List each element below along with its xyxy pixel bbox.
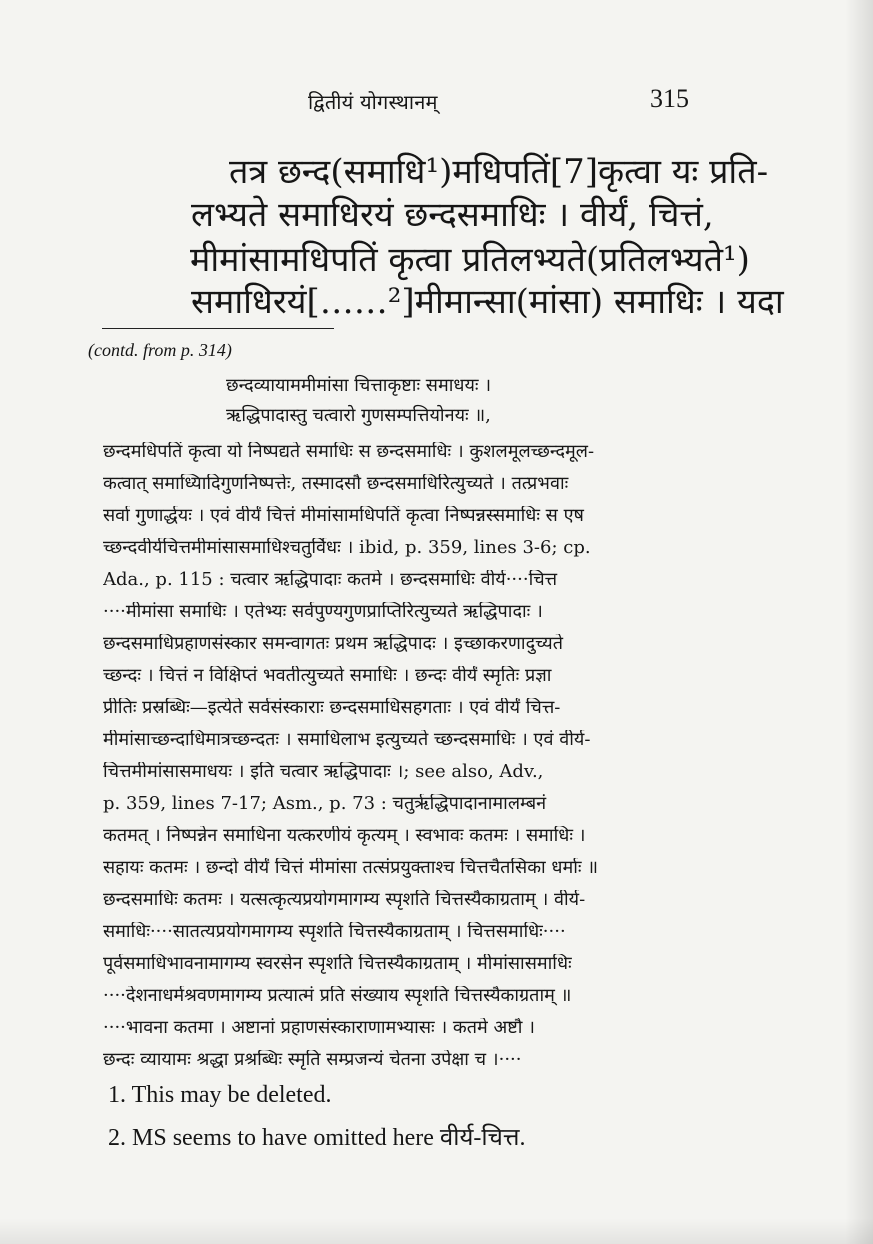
continued-note: (contd. from p. 314) [88,340,232,360]
page-edge-shadow [845,0,873,1244]
footnote-line: पूर्वसमाधिभावनामागम्य स्वरसेन स्पृशति चित्तस्यैकाग्रताम् । मीमांसासमाधिः [103,954,572,974]
footnote-line: च्छन्दवीर्यचित्तमीमांसासमाधिश्चतुर्विधः । ibid, p. 359, lines 3-6; cp. [103,538,591,558]
footnote-line: चित्तमीमांसासमाधयः । इति चत्वार ऋद्धिपादाः ।; see also, Adv., [103,762,544,782]
page-number: 315 [650,84,689,113]
footnote-line: छन्दमधिपतिं कृत्वा यो निष्पद्यते समाधिः स छन्दसमाधिः । कुशलमूलच्छन्दमूल- [103,442,595,462]
verse-line: छन्दव्यायाममीमांसा चित्ताकृष्टाः समाधयः । [226,375,492,396]
main-text-line: लभ्यते समाधिरयं छन्दसमाधिः । वीर्यं, चित्तं, [191,195,714,235]
footnote-line: छन्दसमाधिः कतमः । यत्सत्कृत्यप्रयोगमागम्य स्पृशति चित्तस्यैकाग्रताम् । वीर्य- [103,890,586,910]
footnote-line: ····मीमांसा समाधिः । एतेभ्यः सर्वपुण्यगुणप्राप्तिरित्युच्यते ऋद्धिपादाः । [103,602,543,622]
footnote-line: छन्दः व्यायामः श्रद्धा प्रश्रब्धिः स्मृति सम्प्रजन्यं चेतना उपेक्षा च ।···· [103,1050,522,1070]
footnote-line: च्छन्दः । चित्तं न विक्षिप्तं भवतीत्युच्यते समाधिः । छन्दः वीर्यं स्मृतिः प्रज्ञा [103,666,552,686]
footnote-line: ····देशनाधर्मश्रवणमागम्य प्रत्यात्मं प्रति संख्याय स्पृशति चित्तस्यैकाग्रताम् ॥ [103,986,572,1006]
footnote-note: 1. This may be deleted. [108,1082,332,1108]
footnote-line: सर्वा गुणार्द्धयः । एवं वीर्यं चित्तं मीमांसामधिपतिं कृत्वा निष्पन्नस्समाधिः स एष [103,506,584,526]
main-text-line: तत्र छन्द(समाधि¹)मधिपतिं[7]कृत्वा यः प्रति- [229,152,769,192]
running-header: द्वितीयं योगस्थानम् [308,90,438,114]
main-text-line: समाधिरयं[……²]मीमान्सा(मांसा) समाधिः । यदा [191,282,784,322]
main-text-line: मीमांसामधिपतिं कृत्वा प्रतिलभ्यते(प्रतिलभ्यते¹) [190,240,750,280]
footnote-line: छन्दसमाधिप्रहाणसंस्कार समन्वागतः प्रथम ऋद्धिपादः । इच्छाकरणादुच्यते [103,634,563,654]
footnote-line: समाधिः····सातत्यप्रयोगमागम्य स्पृशति चित्तस्यैकाग्रताम् । चित्तसमाधिः···· [103,922,566,942]
footnote-line: मीमांसाच्छन्दाधिमात्रच्छन्दतः । समाधिलाभ इत्युच्यते च्छन्दसमाधिः । एवं वीर्य- [103,730,591,750]
footnote-line: p. 359, lines 7-17; Asm., p. 73 : चतुर्ऋद्धिपादानामालम्बनं [103,794,547,814]
footnote-line: Ada., p. 115 : चत्वार ऋद्धिपादाः कतमे । छन्दसमाधिः वीर्य····चित्त [103,570,558,590]
footnote-line: सहायः कतमः । छन्दो वीर्यं चित्तं मीमांसा तत्संप्रयुक्ताश्च चित्तचैतसिका धर्माः ॥ [103,858,599,878]
verse-line: ऋद्धिपादास्तु चत्वारो गुणसम्पत्तियोनयः ॥, [226,405,491,426]
footnote-line: प्रीतिः प्रस्रब्धिः—इत्येते सर्वसंस्काराः छन्दसमाधिसहगताः । एवं वीर्यं चित्त- [103,698,561,718]
footnote-line: कतमत् । निष्पन्नेन समाधिना यत्करणीयं कृत्यम् । स्वभावः कतमः । समाधिः । [103,826,586,846]
footnote-divider [102,328,334,329]
page-bottom-shadow [0,1218,873,1244]
footnote-note: 2. MS seems to have omitted here वीर्य-चित्त. [108,1125,526,1151]
footnote-line: कत्वात् समाध्यिादिगुणनिष्पत्तेः, तस्मादसौ छन्दसमाधिरित्युच्यते । तत्प्रभवाः [103,474,569,494]
footnote-line: ····भावना कतमा । अष्टानां प्रहाणसंस्काराणामभ्यासः । कतमे अष्टौ । [103,1018,535,1038]
